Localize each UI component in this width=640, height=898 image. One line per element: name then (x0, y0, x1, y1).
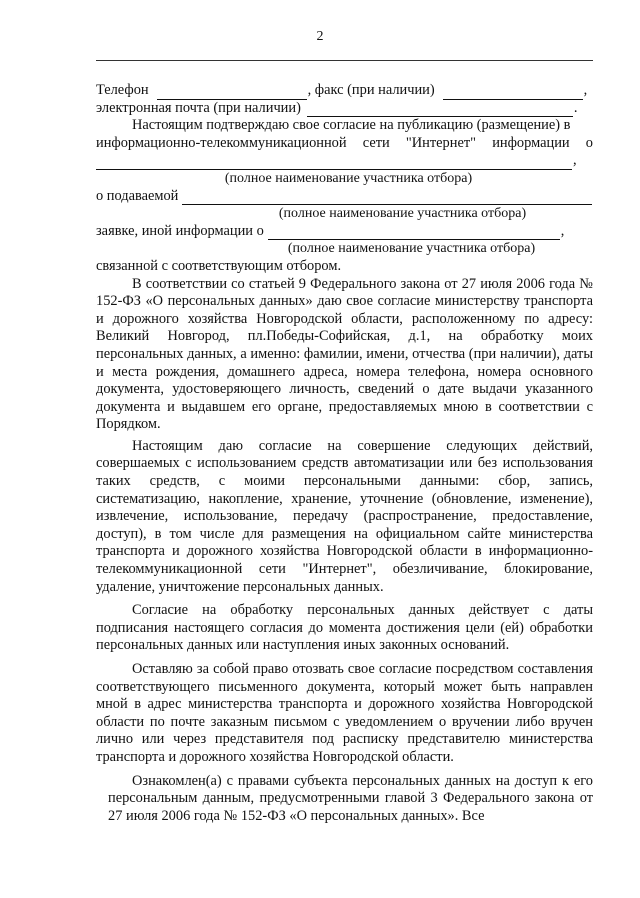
document-body (96, 82, 593, 825)
participant-line-comma: , (573, 152, 577, 169)
revocation-right-paragraph: Оставляю за собой право отозвать свое согласие посредством составления соответствующего письменного документа, который может быть направлен мной в адрес министерства транспорта и дорожного хозяйства Новгородской области по почте заказным письмом с уведомлением о вручении либо вручен лично или через представителя под расписку представителю министерства транспорта и дорожного хозяйства Новгородской области. (96, 661, 593, 765)
processing-actions-paragraph: Настоящим даю согласие на совершение следующих действий, совершаемых с использованием средств автоматизации или без использования таких средств, с моими персональными данными: сбор, запись, систематизацию, накопление, хранение, уточнение (обновление, изменение), извлечение, использование, передачу (распространение, предоставление, доступ), в том числе для размещения на официальном сайте министерства транспорта и дорожного хозяйства Новгородской области в информационно-телекоммуникационной сети "Интернет", обезличивание, блокирование, удаление, уничтожение персональных данных. (96, 437, 593, 595)
email-line-dot: . (573, 99, 578, 116)
application-line (96, 223, 593, 241)
rights-acknowledgement-paragraph: Ознакомлен(а) с правами субъекта персональных данных на доступ к его персональным данным, предусмотренными главой 3 Федерального закона от 27 июля 2006 года № 152-ФЗ «О персональных данных». Все (108, 772, 593, 824)
header-divider (96, 60, 593, 61)
participant-caption-2: (полное наименование участника отбора) (278, 206, 527, 222)
phone-field[interactable] (157, 87, 307, 100)
participant-name-field[interactable] (96, 157, 572, 170)
publication-consent-line1: Настоящим подтверждаю свое согласие на публикацию (размещение) в (132, 117, 571, 134)
consent-validity-paragraph: Согласие на обработку персональных данных действует с даты подписания настоящего согласия до момента достижения цели (ей) обработки персональных данных или наступления иных законных оснований. (96, 602, 593, 654)
participant-caption-3: (полное наименование участника отбора) (287, 241, 536, 257)
application-participant-field[interactable] (268, 227, 560, 240)
fax-label: , факс (при наличии) (307, 82, 435, 98)
page-number: 2 (316, 29, 324, 44)
email-label: электронная почта (при наличии) (96, 99, 301, 116)
submitted-line (96, 188, 593, 206)
publication-consent-line2: информационно-телекоммуникационной сети "Интернет" информации о (96, 134, 593, 151)
phone-fax-line (96, 82, 593, 100)
application-line-comma: , (560, 222, 565, 239)
participant-caption-1: (полное наименование участника отбора) (224, 170, 473, 186)
personal-data-consent-paragraph: В соответствии со статьей 9 Федерального закона от 27 июля 2006 года № 152-ФЗ «О персональных данных» даю свое согласие министерству транспорта и дорожного хозяйства Новгородской области, расположенному по адресу: Великий Новгород, пл.Победы-Софийская, д.1, на обработку моих персональных данных, а именно: фамилии, имени, отчества (при наличии), даты и места рождения, домашнего адреса, номера телефона, номера основного документа, удостоверяющего личность, сведений о дате выдачи указанного документа и выдавшем его органе, предоставляемых мною в соответствии с Порядком. (96, 275, 593, 433)
publication-consent-ending: связанной с соответствующим отбором. (96, 257, 342, 274)
email-line (96, 100, 593, 118)
application-label: заявке, иной информации о (96, 222, 264, 239)
fax-field[interactable] (443, 87, 583, 100)
phone-label: Телефон (96, 82, 149, 98)
phone-line-comma: , (583, 82, 588, 98)
submitted-participant-field[interactable] (182, 192, 592, 205)
email-field[interactable] (307, 104, 573, 117)
submitted-label: о подаваемой (96, 187, 179, 204)
participant-name-line (96, 152, 593, 170)
